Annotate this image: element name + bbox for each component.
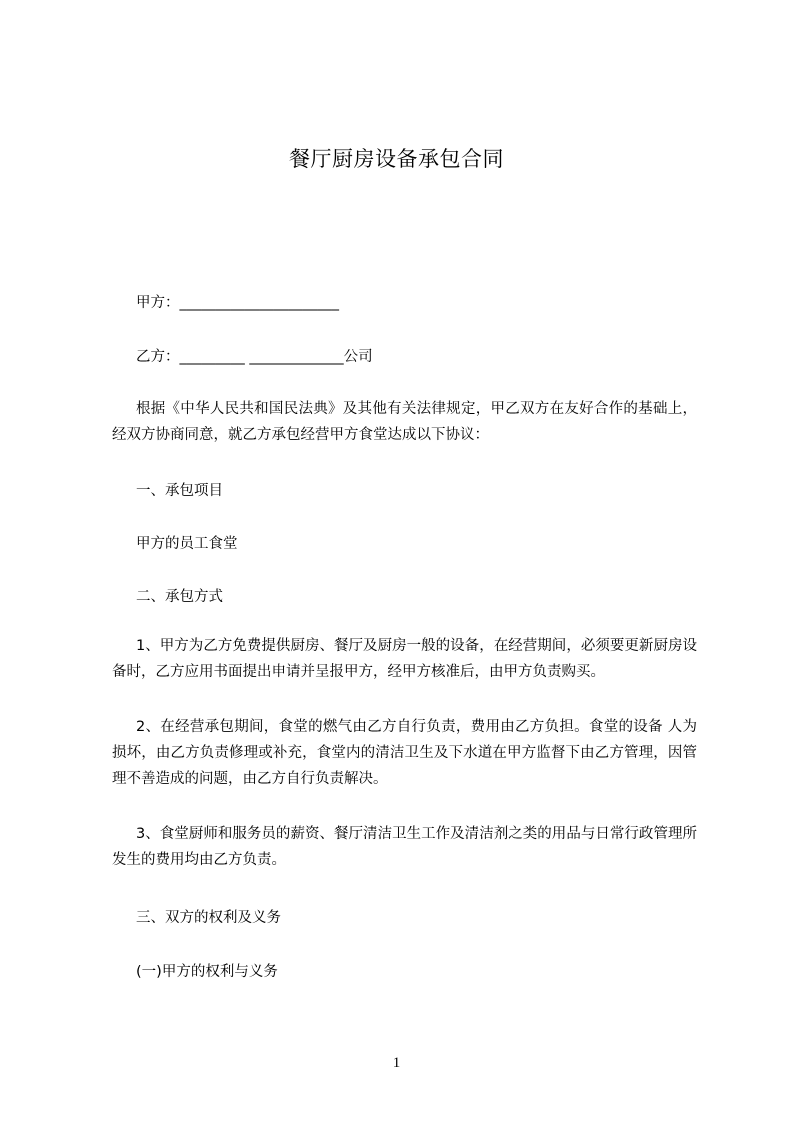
clause-3-paragraph: 3、食堂厨师和服务员的薪资、餐厅清洁卫生工作及清洁剂之类的用品与日常行政管理所发生的费用均由乙方负责。 xyxy=(112,826,697,868)
preamble-paragraph: 根据《中华人民共和国民法典》及其他有关法律规定，甲乙双方在友好合作的基础上，经双方协商同意，就乙方承包经营甲方食堂达成以下协议： xyxy=(112,401,697,443)
clause-2-paragraph: 2、在经营承包期间，食堂的燃气由乙方自行负责，费用由乙方负担。食堂的设备 人为损坏，由乙方负责修理或补充，食堂内的清洁卫生及下水道在甲方监督下由乙方管理，因管理不善造成的问题，由乙方自行负责解决。 xyxy=(112,719,697,787)
section-3-heading: 三、双方的权利及义务 xyxy=(136,910,281,926)
party-a-line: 甲方：______________________ xyxy=(136,295,339,311)
page-number: 1 xyxy=(392,1055,401,1071)
subsection-1-heading: (一)甲方的权利与义务 xyxy=(136,964,278,980)
document-title: 餐厅厨房设备承包合同 xyxy=(289,147,504,171)
party-b-line: 乙方：_________ _____________公司 xyxy=(136,349,373,365)
clause-1-paragraph: 1、甲方为乙方免费提供厨房、餐厅及厨房一般的设备，在经营期间，必须要更新厨房设备时，乙方应用书面提出申请并呈报甲方，经甲方核准后，由甲方负责购买。 xyxy=(112,638,697,680)
section-1-body: 甲方的员工食堂 xyxy=(136,536,238,552)
section-2-heading: 二、承包方式 xyxy=(136,589,223,605)
section-1-heading: 一、承包项目 xyxy=(136,483,223,499)
